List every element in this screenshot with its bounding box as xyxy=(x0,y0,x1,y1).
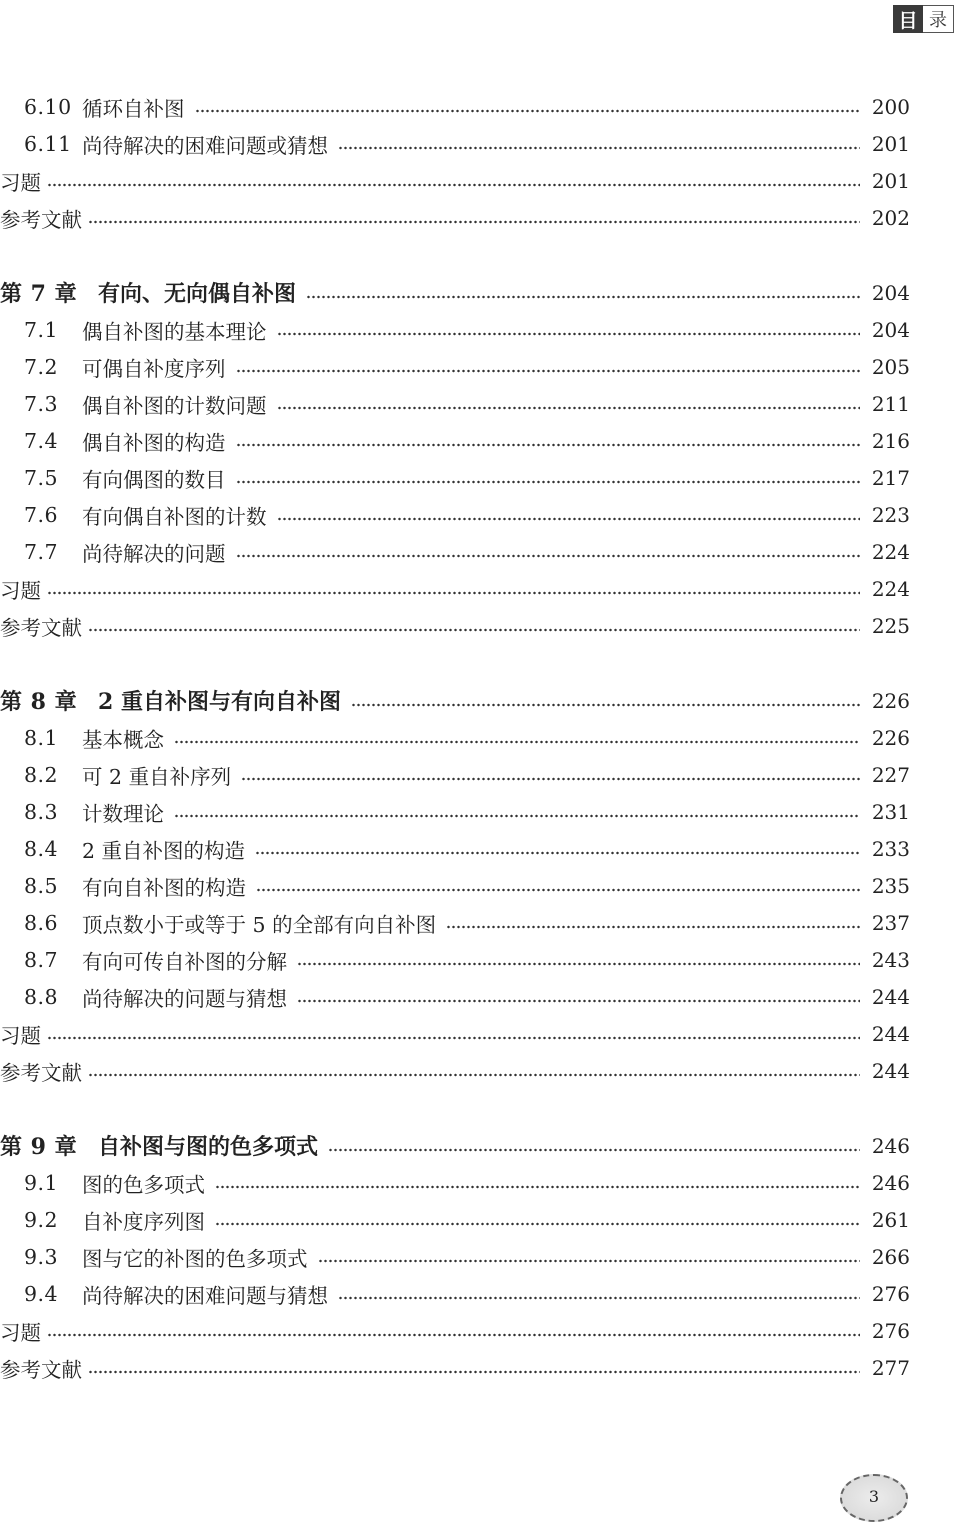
dot-leader xyxy=(446,924,860,930)
toc-entry-number: 第 9 章 xyxy=(0,1134,78,1160)
dot-leader xyxy=(306,294,860,300)
toc-entry-number: 6.11 xyxy=(24,131,72,156)
toc-entry-title: 有向偶自补图的计数 xyxy=(82,504,267,529)
toc-entry-title: 习题 xyxy=(0,578,41,603)
toc-entry-page: 266 xyxy=(871,1244,910,1269)
toc-entry-page: 244 xyxy=(871,984,910,1009)
dot-leader xyxy=(236,553,860,559)
toc-entry[interactable] xyxy=(0,570,910,607)
toc-entry-page: 217 xyxy=(871,465,910,490)
toc-entry[interactable] xyxy=(0,941,910,978)
toc-entry[interactable] xyxy=(0,1275,910,1312)
toc-entry-number: 9.3 xyxy=(24,1244,59,1269)
toc-entry-page: 246 xyxy=(871,1170,910,1195)
toc-entry-title: 计数理论 xyxy=(82,801,164,826)
toc-entry-title: 有向偶图的数目 xyxy=(82,467,226,492)
toc-entry-number: 第 8 章 xyxy=(0,689,78,715)
toc-entry-page: 202 xyxy=(871,205,910,230)
toc-entry-title: 习题 xyxy=(0,170,41,195)
toc-entry[interactable] xyxy=(0,1015,910,1052)
dot-leader xyxy=(195,108,860,114)
toc-entry-page: 204 xyxy=(871,317,910,342)
toc-entry[interactable] xyxy=(0,88,910,125)
toc-entry[interactable] xyxy=(0,496,910,533)
toc-entry-number: 7.2 xyxy=(24,354,59,379)
dot-leader xyxy=(277,331,860,337)
toc-entry-page: 237 xyxy=(871,910,910,935)
dot-leader xyxy=(215,1221,860,1227)
toc-entry-page: 201 xyxy=(871,131,910,156)
dot-leader xyxy=(338,145,860,151)
toc-entry-number: 9.2 xyxy=(24,1207,59,1232)
toc-entry-page: 224 xyxy=(871,576,910,601)
toc-entry-page: 277 xyxy=(871,1355,910,1380)
dot-leader xyxy=(297,998,860,1004)
toc-entry-number: 7.5 xyxy=(24,465,59,490)
dot-leader xyxy=(215,1184,860,1190)
dot-leader xyxy=(47,590,860,596)
toc-entry-number: 7.4 xyxy=(24,428,59,453)
toc-entry-page: 204 xyxy=(871,280,910,305)
toc-entry-page: 233 xyxy=(871,836,910,861)
toc-entry-title: 图与它的补图的色多项式 xyxy=(82,1246,308,1271)
toc-entry[interactable] xyxy=(0,978,910,1015)
toc-entry-page: 223 xyxy=(871,502,910,527)
toc-entry-page: 231 xyxy=(871,799,910,824)
toc-entry-title: 参考文献 xyxy=(0,207,82,232)
toc-entry-number: 8.8 xyxy=(24,984,59,1009)
toc-entry-title: 基本概念 xyxy=(82,727,164,752)
toc-entry-page: 246 xyxy=(871,1133,910,1158)
toc-entry-page: 225 xyxy=(871,613,910,638)
toc-entry[interactable] xyxy=(0,867,910,904)
toc-entry-page: 235 xyxy=(871,873,910,898)
toc-entry[interactable] xyxy=(0,199,910,236)
toc-entry[interactable] xyxy=(0,1238,910,1275)
toc-entry-title: 尚待解决的困难问题或猜想 xyxy=(82,133,328,158)
dot-leader xyxy=(47,182,860,188)
toc-entry-number: 7.7 xyxy=(24,539,59,564)
dot-leader xyxy=(88,1369,860,1375)
toc-entry-title: 偶自补图的基本理论 xyxy=(82,319,267,344)
toc-entry[interactable] xyxy=(0,756,910,793)
page-number: 3 xyxy=(868,1486,880,1506)
toc-entry-number: 7.1 xyxy=(24,317,59,342)
toc-entry-title: 有向可传自补图的分解 xyxy=(82,949,287,974)
toc-entry-title: 可 2 重自补序列 xyxy=(82,764,232,789)
toc-entry-title: 参考文献 xyxy=(0,1060,82,1085)
page-number-badge xyxy=(840,1474,908,1522)
toc-entry-number: 8.4 xyxy=(24,836,59,861)
toc-entry-title: 尚待解决的问题与猜想 xyxy=(82,986,287,1011)
toc-entry-title: 2 重自补图与有向自补图 xyxy=(98,689,341,715)
toc-entry-number: 8.2 xyxy=(24,762,59,787)
dot-leader xyxy=(328,1147,860,1153)
dot-leader xyxy=(338,1295,860,1301)
toc-entry-title: 偶自补图的构造 xyxy=(82,430,226,455)
dot-leader xyxy=(88,1072,860,1078)
toc-entry-page: 244 xyxy=(871,1058,910,1083)
toc-entry-number: 8.6 xyxy=(24,910,59,935)
toc-entry-number: 6.10 xyxy=(24,94,72,119)
toc-entry-page: 276 xyxy=(871,1318,910,1343)
toc-entry-page: 226 xyxy=(871,725,910,750)
toc-entry-number: 7.3 xyxy=(24,391,59,416)
toc-entry-title: 自补图与图的色多项式 xyxy=(98,1134,319,1160)
toc-entry-title: 偶自补图的计数问题 xyxy=(82,393,267,418)
toc-entry[interactable] xyxy=(0,385,910,422)
dot-leader xyxy=(318,1258,860,1264)
toc-badge-mu: 目 xyxy=(893,5,923,33)
toc-chapter[interactable] xyxy=(0,274,910,311)
toc-entry-title: 尚待解决的困难问题与猜想 xyxy=(82,1283,328,1308)
toc-entry-number: 第 7 章 xyxy=(0,281,78,307)
dot-leader xyxy=(277,405,860,411)
toc-entry-page: 227 xyxy=(871,762,910,787)
dot-leader xyxy=(236,442,860,448)
toc-entry-page: 244 xyxy=(871,1021,910,1046)
dot-leader xyxy=(88,627,860,633)
toc-entry[interactable] xyxy=(0,125,910,162)
toc-entry-page: 201 xyxy=(871,168,910,193)
toc-badge[interactable] xyxy=(893,5,954,33)
toc-entry-number: 9.4 xyxy=(24,1281,59,1306)
toc-entry[interactable] xyxy=(0,793,910,830)
toc-entry-title: 有向自补图的构造 xyxy=(82,875,246,900)
toc-entry-title: 顶点数小于或等于 5 的全部有向自补图 xyxy=(82,912,437,937)
toc-entry-title: 自补度序列图 xyxy=(82,1209,205,1234)
toc-badge-lu: 录 xyxy=(923,5,954,33)
toc-entry-page: 243 xyxy=(871,947,910,972)
dot-leader xyxy=(241,776,860,782)
toc-entry-number: 7.6 xyxy=(24,502,59,527)
dot-leader xyxy=(236,368,860,374)
dot-leader xyxy=(47,1332,860,1338)
toc-entry[interactable] xyxy=(0,422,910,459)
dot-leader xyxy=(174,739,860,745)
toc-entry-number: 8.5 xyxy=(24,873,59,898)
toc-entry-number: 8.3 xyxy=(24,799,59,824)
toc-entry[interactable] xyxy=(0,1312,910,1349)
toc-entry[interactable] xyxy=(0,1349,910,1386)
dot-leader xyxy=(236,479,860,485)
toc-entry-title: 有向、无向偶自补图 xyxy=(98,281,297,307)
toc-entry-page: 261 xyxy=(871,1207,910,1232)
toc-entry-title: 习题 xyxy=(0,1320,41,1345)
toc-entry-title: 可偶自补度序列 xyxy=(82,356,226,381)
toc-entry[interactable] xyxy=(0,1164,910,1201)
dot-leader xyxy=(88,219,860,225)
toc-entry-page: 276 xyxy=(871,1281,910,1306)
toc-entry-title: 习题 xyxy=(0,1023,41,1048)
toc-entry[interactable] xyxy=(0,1052,910,1089)
toc-entry-page: 226 xyxy=(871,688,910,713)
dot-leader xyxy=(297,961,860,967)
toc-entry-number: 8.7 xyxy=(24,947,59,972)
toc-entry-number: 9.1 xyxy=(24,1170,59,1195)
toc-entry-page: 200 xyxy=(871,94,910,119)
toc-entry-page: 211 xyxy=(871,391,910,416)
toc-entry-page: 205 xyxy=(871,354,910,379)
toc-entry[interactable] xyxy=(0,162,910,199)
dot-leader xyxy=(277,516,860,522)
dot-leader xyxy=(255,850,860,856)
toc-entry-page: 216 xyxy=(871,428,910,453)
toc-entry-title: 参考文献 xyxy=(0,1357,82,1382)
toc-entry[interactable] xyxy=(0,311,910,348)
toc-entry-title: 尚待解决的问题 xyxy=(82,541,226,566)
toc-entry-title: 参考文献 xyxy=(0,615,82,640)
toc-entry[interactable] xyxy=(0,830,910,867)
dot-leader xyxy=(47,1035,860,1041)
toc-entry[interactable] xyxy=(0,904,910,941)
toc-entry-number: 8.1 xyxy=(24,725,59,750)
toc-entry-page: 224 xyxy=(871,539,910,564)
toc-entry-title: 循环自补图 xyxy=(82,96,185,121)
dot-leader xyxy=(256,887,860,893)
toc-entry[interactable] xyxy=(0,719,910,756)
toc-entry[interactable] xyxy=(0,1201,910,1238)
toc-entry[interactable] xyxy=(0,533,910,570)
toc-entry[interactable] xyxy=(0,607,910,644)
dot-leader xyxy=(351,702,860,708)
toc-entry-title: 2 重自补图的构造 xyxy=(82,838,246,863)
dot-leader xyxy=(174,813,860,819)
toc-entry-title: 图的色多项式 xyxy=(82,1172,205,1197)
toc-chapter[interactable] xyxy=(0,1127,910,1164)
toc-chapter[interactable] xyxy=(0,682,910,719)
toc-entry[interactable] xyxy=(0,348,910,385)
toc-entry[interactable] xyxy=(0,459,910,496)
